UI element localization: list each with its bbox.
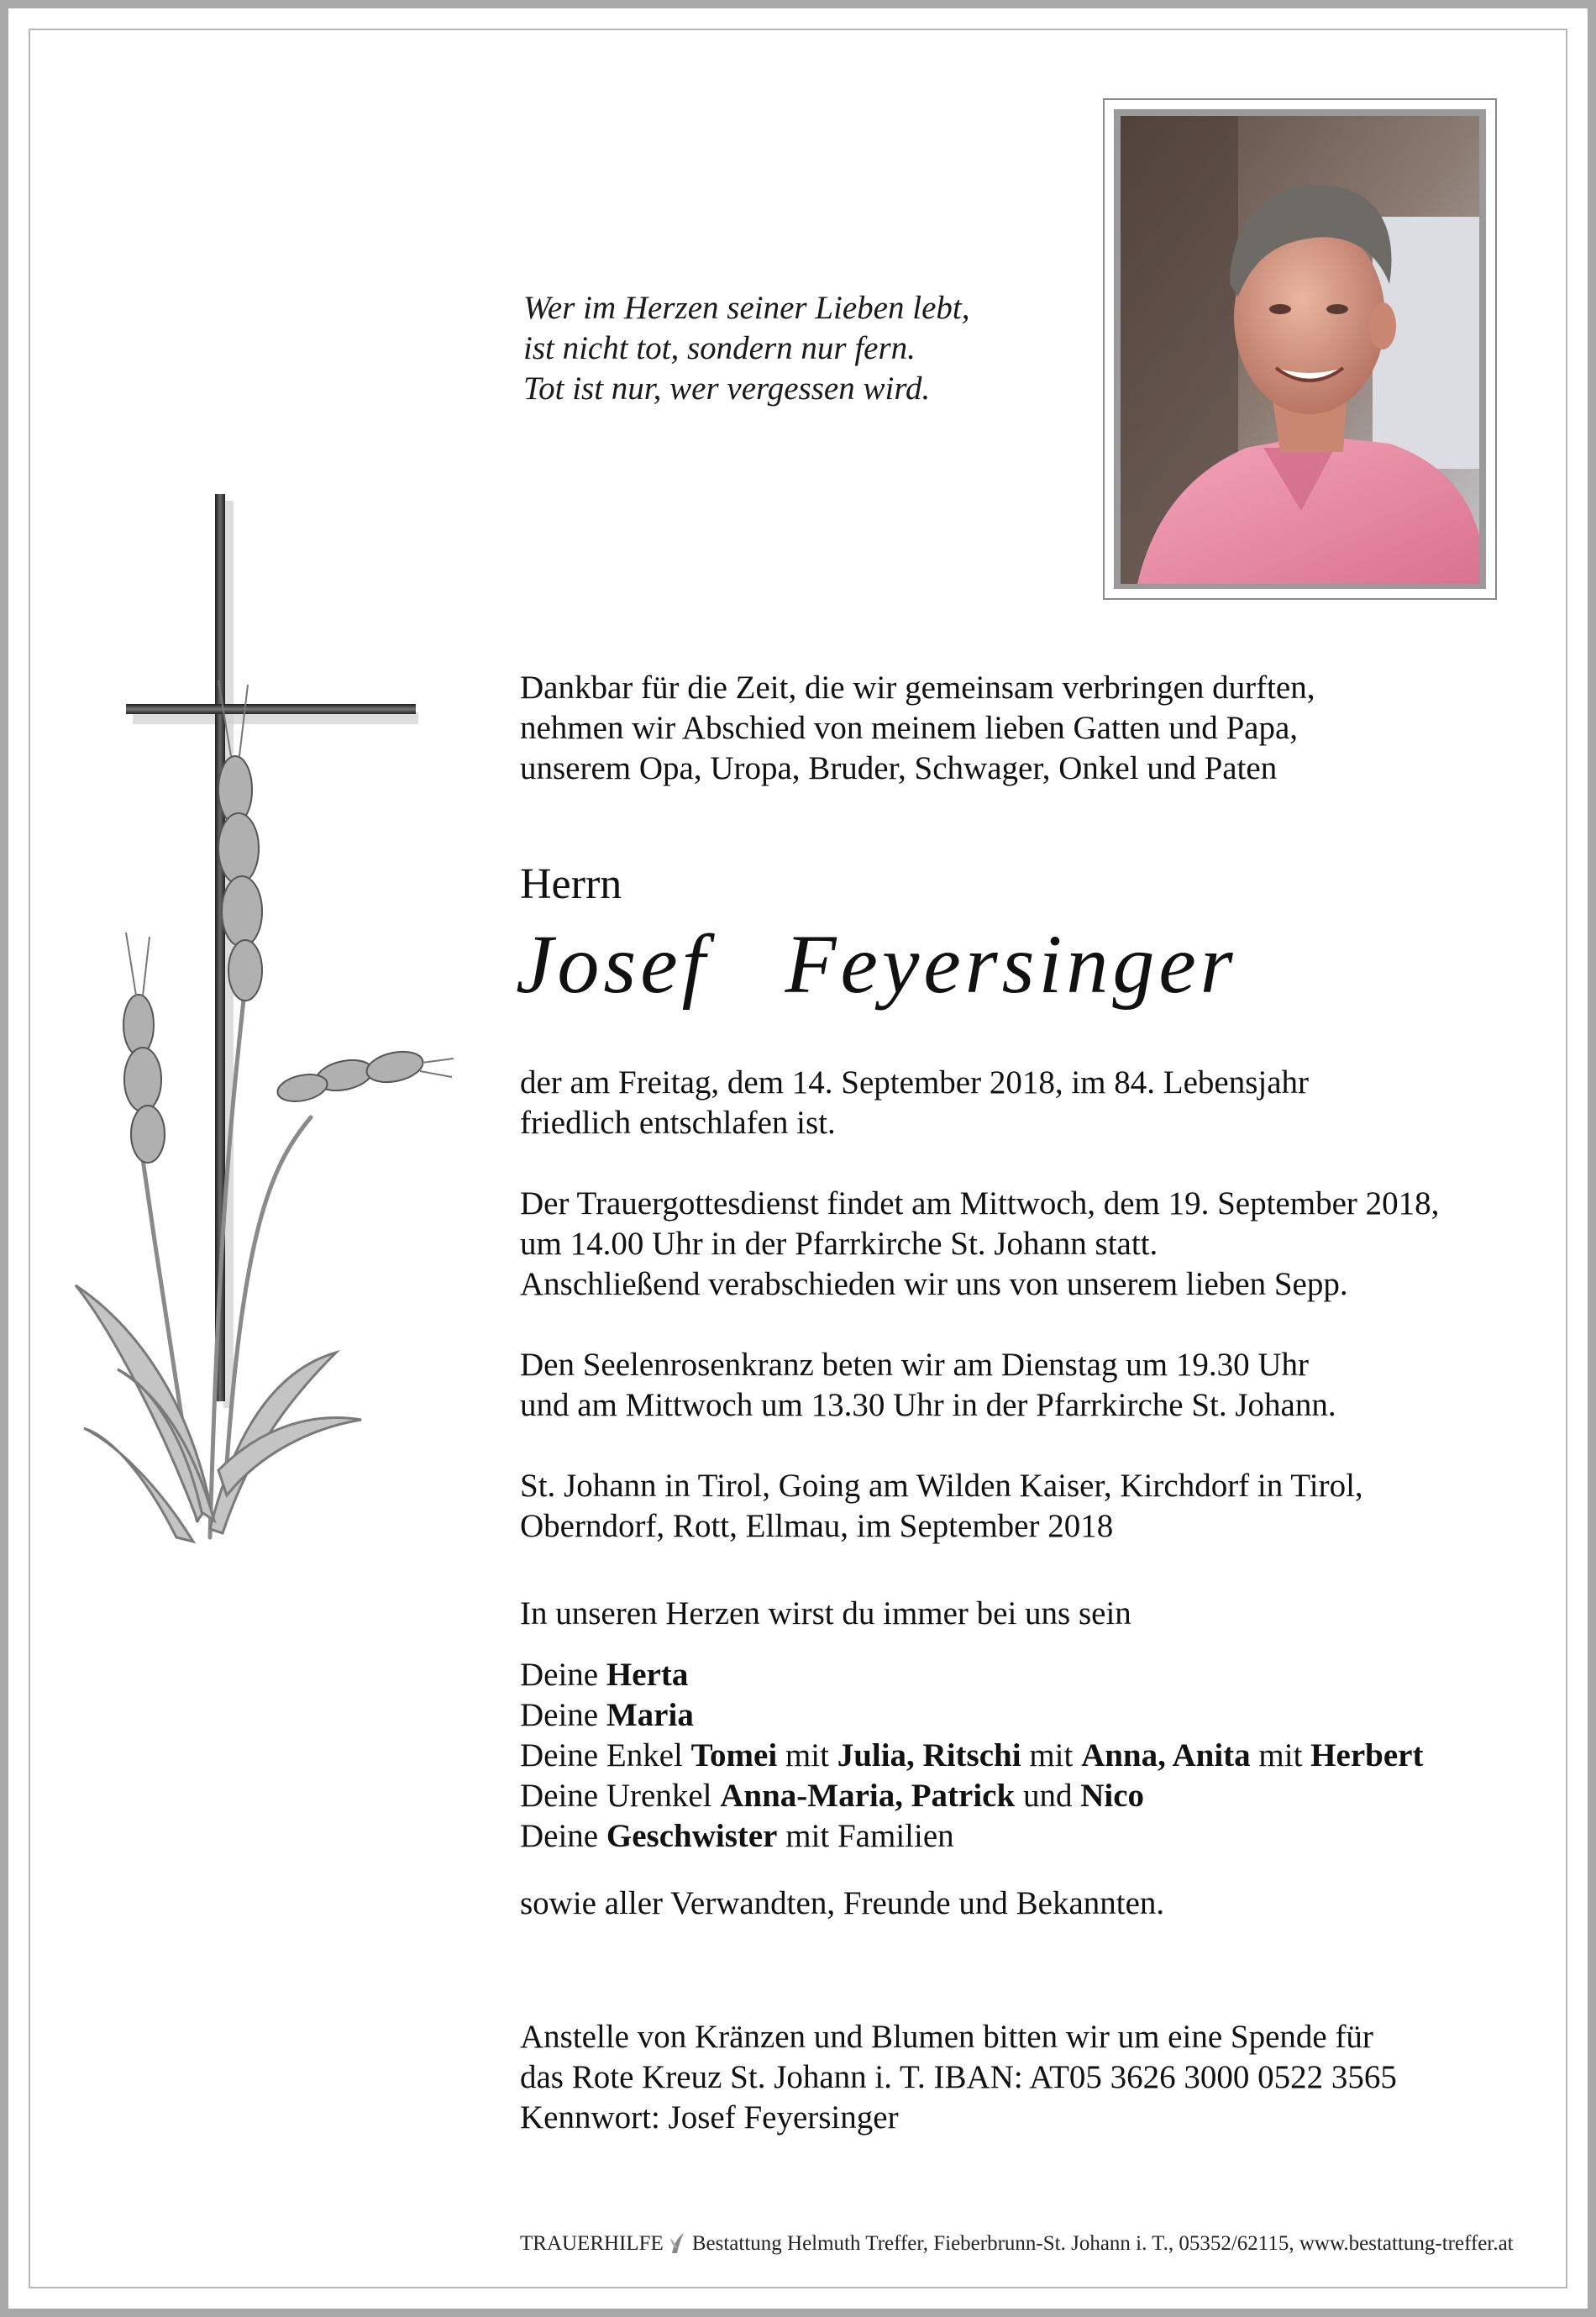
mourner-text: Deine [520, 1697, 606, 1733]
intro-line: nehmen wir Abschied von meinem lieben Gatten und Papa, [520, 710, 1299, 746]
death-line: der am Freitag, dem 14. September 2018, im 84. Lebensjahr [520, 1064, 1310, 1101]
service-line: um 14.00 Uhr in der Pfarrkirche St. Johann statt. [520, 1226, 1158, 1262]
motto-quote [523, 288, 969, 409]
photo-mat [1114, 109, 1486, 589]
mourner-name: Herta [606, 1657, 689, 1693]
mourner-name: Julia, Ritschi [837, 1737, 1021, 1773]
mourner-line [520, 1655, 1423, 1695]
portrait-photo [1103, 98, 1497, 600]
death-line: friedlich entschlafen ist. [520, 1105, 836, 1141]
mourner-name: Maria [606, 1697, 694, 1733]
mourner-text: Deine Urenkel [520, 1778, 721, 1814]
mourner-name: Anna, Anita [1081, 1737, 1251, 1773]
mourner-name: Tomei [690, 1737, 778, 1773]
footer-brand: TRAUERHILFE [520, 2232, 664, 2255]
mourner-name: Geschwister [606, 1818, 778, 1854]
relatives-line: sowie aller Verwandten, Freunde und Bekannten. [520, 1885, 1165, 1921]
rosary-line: Den Seelenrosenkranz beten wir am Dienstag um 19.30 Uhr [520, 1347, 1309, 1383]
mourner-line [520, 1816, 1423, 1857]
mourner-text: mit [1250, 1737, 1311, 1773]
service-line: Der Trauergottesdienst findet am Mittwoch, dem 19. September 2018, [520, 1185, 1440, 1222]
place-date [520, 1466, 1363, 1547]
mourner-name: Anna-Maria, Patrick [720, 1778, 1016, 1814]
donation-info [520, 2017, 1397, 2138]
place-line: St. Johann in Tirol, Going am Wilden Kaiser, Kirchdorf in Tirol, [520, 1468, 1363, 1504]
mourner-line [520, 1736, 1423, 1776]
place-line: Oberndorf, Rott, Ellmau, im September 2018 [520, 1508, 1114, 1544]
mourner-text: mit Familien [777, 1818, 954, 1854]
donation-line: das Rote Kreuz St. Johann i. T. IBAN: AT05 3626 3000 0522 3565 [520, 2059, 1397, 2095]
intro-text [520, 668, 1315, 789]
mourner-text: Deine Enkel [520, 1737, 691, 1773]
obituary-page [8, 8, 1588, 2309]
footer [520, 2231, 1514, 2256]
mourners-list [520, 1655, 1423, 1857]
first-name: Josef [516, 917, 710, 1011]
motto-line: Wer im Herzen seiner Lieben lebt, [523, 290, 970, 326]
intro-line: Dankbar für die Zeit, die wir gemeinsam verbringen durften, [520, 670, 1315, 706]
mourner-text: und [1015, 1778, 1081, 1814]
donation-line: Kennwort: Josef Feyersinger [520, 2099, 899, 2136]
motto-line: Tot ist nur, wer vergessen wird. [523, 370, 931, 407]
footer-text: Bestattung Helmuth Treffer, Fieberbrunn-St. Johann i. T., 05352/62115, www.bestattung-treffer.at [691, 2232, 1514, 2255]
mourner-name: Herbert [1310, 1737, 1424, 1773]
deceased-name [516, 916, 1237, 1012]
mourner-line [520, 1695, 1423, 1736]
service-info [520, 1184, 1439, 1305]
motto-line: ist nicht tot, sondern nur fern. [523, 330, 916, 366]
mourner-text: mit [1021, 1737, 1082, 1773]
mourner-text: Deine [520, 1818, 606, 1854]
intro-line: unserem Opa, Uropa, Bruder, Schwager, Onkel und Paten [520, 750, 1278, 786]
wheat-leaf-icon [669, 2231, 687, 2255]
service-line: Anschließend verabschieden wir uns von unserem lieben Sepp. [520, 1266, 1348, 1302]
death-notice [520, 1063, 1309, 1143]
mourner-text: Deine [520, 1657, 606, 1693]
portrait-image [1121, 116, 1479, 584]
salutation: Herrn [520, 860, 622, 908]
mourner-line [520, 1776, 1423, 1816]
cross-with-wheat-icon [59, 479, 462, 1596]
rosary-line: und am Mittwoch um 13.30 Uhr in der Pfarrkirche St. Johann. [520, 1387, 1336, 1423]
rosary-info [520, 1345, 1336, 1426]
heart-line: In unseren Herzen wirst du immer bei uns sein [520, 1595, 1131, 1631]
last-name: Feyersinger [785, 917, 1237, 1011]
mourner-name: Nico [1080, 1778, 1144, 1814]
mourner-text: mit [777, 1737, 837, 1773]
donation-line: Anstelle von Kränzen und Blumen bitten wir um eine Spende für [520, 2019, 1373, 2055]
